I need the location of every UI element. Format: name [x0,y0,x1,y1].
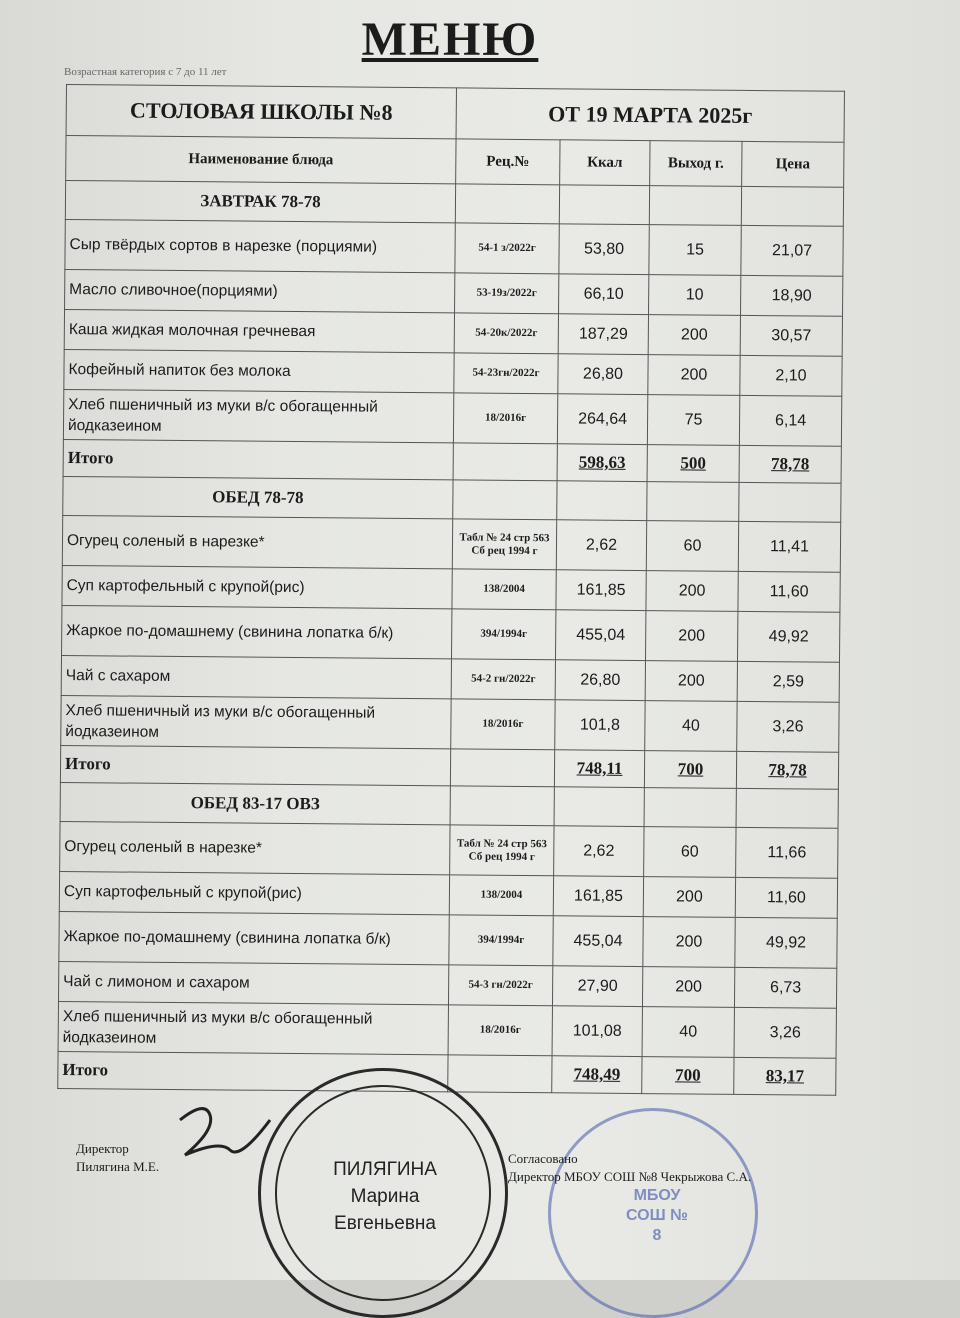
table-row [61,655,839,702]
yield-value: 200 [645,661,737,702]
menu-table [57,84,845,1096]
menu-table-body [58,85,845,1096]
table-row [62,565,840,612]
table-header-row [66,85,844,143]
kcal-value: 161,85 [553,876,643,917]
total-yield: 700 [644,751,736,789]
recipe-number: Табл № 24 стр 563 Сб рец 1994 г [450,825,554,876]
dish-name: Огурец соленый в нарезке* [60,821,450,874]
dish-name: Суп картофельный с крупой(рис) [59,871,449,914]
empty-cell [739,482,841,522]
empty-cell [736,788,838,828]
empty-cell [649,186,741,226]
table-row [60,821,838,878]
price-value: 6,14 [739,395,841,446]
yield-value: 60 [644,827,736,878]
total-kcal: 748,49 [552,1056,642,1094]
yield-value: 200 [643,877,735,918]
kcal-value: 2,62 [554,826,644,877]
price-value: 2,59 [737,661,839,702]
kcal-value: 101,8 [555,700,645,751]
recipe-number: 53-19з/2022г [455,273,559,314]
school-name: СТОЛОВАЯ ШКОЛЫ №8 [66,85,456,139]
recipe-number: 394/1994г [449,915,553,966]
empty-cell [644,788,736,828]
price-value: 11,66 [736,827,838,878]
price-value: 3,26 [737,701,839,752]
total-price: 78,78 [736,751,838,789]
total-price: 83,17 [734,1057,836,1095]
dish-name: Каша жидкая молочная гречневая [64,309,454,352]
yield-value: 200 [645,611,737,662]
price-value: 3,26 [734,1007,836,1058]
dish-name: Сыр твёрдых сортов в нарезке (порциями) [65,219,455,272]
yield-value: 15 [649,225,741,276]
price-value: 6,73 [734,967,836,1008]
stamp-line-2: Марина [350,1186,420,1207]
total-yield: 500 [647,445,739,483]
kcal-value: 2,62 [556,520,646,571]
col-kcal-header: Ккал [560,140,650,186]
table-row [65,269,843,316]
dish-name: Жаркое по-домашнему (свинина лопатка б/к) [62,605,452,658]
table-row [61,695,839,752]
price-value: 21,07 [741,225,843,276]
kcal-value: 26,80 [558,354,648,395]
dish-name: Жаркое по-домашнему (свинина лопатка б/к) [59,911,449,964]
col-name-header: Наименование блюда [66,136,456,184]
stamp-line-3: Евгеньевна [334,1213,436,1234]
director-block [76,1140,159,1176]
table-row [65,219,843,276]
price-value: 2,10 [740,355,842,396]
recipe-number: 54-2 гн/2022г [451,659,555,700]
empty-cell [647,482,739,522]
section-title: ОБЕД 83-17 ОВЗ [60,782,450,824]
agreement-block [508,1150,751,1186]
recipe-number: 394/1994г [451,609,555,660]
section-header-row [65,181,843,227]
yield-value: 60 [646,521,738,572]
table-row [64,349,842,396]
recipe-number: 18/2016г [448,1005,552,1056]
price-value: 11,60 [738,571,840,612]
agreed-label: Согласовано [508,1151,578,1166]
section-title: ОБЕД 78-78 [63,476,453,518]
director-title: Директор [76,1141,129,1156]
yield-value: 200 [648,315,740,356]
price-value: 49,92 [735,917,837,968]
kcal-value: 66,10 [559,274,649,315]
total-label: Итого [63,439,453,479]
table-row [62,515,840,572]
price-value: 11,60 [735,877,837,918]
yield-value: 10 [649,275,741,316]
price-value: 49,92 [737,611,839,662]
section-header-row [60,782,838,828]
total-kcal: 598,63 [557,444,647,482]
recipe-number: Табл № 24 стр 563 Сб рец 1994 г [452,519,556,570]
table-row [58,1001,836,1058]
table-row [59,911,837,968]
empty-cell [559,185,649,225]
dish-name: Огурец соленый в нарезке* [62,515,452,568]
dish-name: Кофейный напиток без молока [64,349,454,392]
empty-cell [554,787,644,827]
kcal-value: 187,29 [558,314,648,355]
kcal-value: 161,85 [556,570,646,611]
entrepreneur-stamp-text [300,1156,470,1237]
dish-name: Хлеб пшеничный из муки в/с обогащенный йодказеином [58,1001,448,1054]
page-title: МЕНЮ [361,13,539,66]
dish-name: Чай с лимоном и сахаром [58,961,448,1004]
price-value: 11,41 [738,521,840,572]
recipe-number: 18/2016г [451,699,555,750]
empty-cell [450,749,554,787]
kcal-value: 27,90 [552,966,642,1007]
empty-cell [450,786,554,826]
table-row [58,961,836,1008]
total-label: Итого [58,1051,448,1091]
yield-value: 75 [647,395,739,446]
table-row [62,605,840,662]
col-yield-header: Выход г. [650,141,742,187]
dish-name: Масло сливочное(порциями) [65,269,455,312]
recipe-number: 18/2016г [453,393,557,444]
recipe-number: 54-3 гн/2022г [448,965,552,1006]
column-header-row [66,136,844,188]
yield-value: 200 [648,355,740,396]
recipe-number: 54-23гн/2022г [454,353,558,394]
kcal-value: 455,04 [553,916,643,967]
empty-cell [453,443,557,481]
section-header-row [63,476,841,522]
recipe-number: 54-1 з/2022г [455,223,559,274]
col-recipe-header: Рец.№ [456,139,560,185]
kcal-value: 26,80 [555,660,645,701]
section-title: ЗАВТРАК 78-78 [65,181,455,223]
yield-value: 200 [643,917,735,968]
yield-value: 40 [642,1007,734,1058]
empty-cell [448,1055,552,1093]
kcal-value: 455,04 [555,610,645,661]
stamp-line-1: ПИЛЯГИНА [333,1159,437,1180]
table-row [64,309,842,356]
total-label: Итого [60,745,450,785]
dish-name: Суп картофельный с крупой(рис) [62,565,452,608]
recipe-number: 138/2004 [449,875,553,916]
table-row [63,389,841,446]
age-category: Возрастная категория с 7 до 11 лет [64,66,227,78]
kcal-value: 264,64 [557,394,647,445]
yield-value: 200 [642,967,734,1008]
price-value: 18,90 [741,275,843,316]
director-name: Пилягина М.Е. [76,1159,160,1174]
dish-name: Чай с сахаром [61,655,451,698]
total-yield: 700 [642,1057,734,1095]
menu-date: ОТ 19 МАРТА 2025г [456,88,844,142]
total-price: 78,78 [739,445,841,483]
kcal-value: 101,08 [552,1006,642,1057]
dish-name: Хлеб пшеничный из муки в/с обогащенный йодказеином [63,389,453,442]
empty-cell [455,184,559,224]
yield-value: 40 [645,701,737,752]
total-kcal: 748,11 [554,750,644,788]
agreed-by: Директор МБОУ СОШ №8 Чекрыжова С.А. [508,1169,752,1184]
recipe-number: 138/2004 [452,569,556,610]
yield-value: 200 [646,571,738,612]
empty-cell [741,186,843,226]
price-value: 30,57 [740,315,842,356]
col-price-header: Цена [742,141,844,187]
school-stamp-text: МБОУ СОШ № 8 [626,1187,688,1244]
recipe-number: 54-20к/2022г [454,313,558,354]
empty-cell [557,481,647,521]
kcal-value: 53,80 [559,224,649,275]
empty-cell [453,480,557,520]
dish-name: Хлеб пшеничный из муки в/с обогащенный йодказеином [61,695,451,748]
table-row [59,871,837,918]
